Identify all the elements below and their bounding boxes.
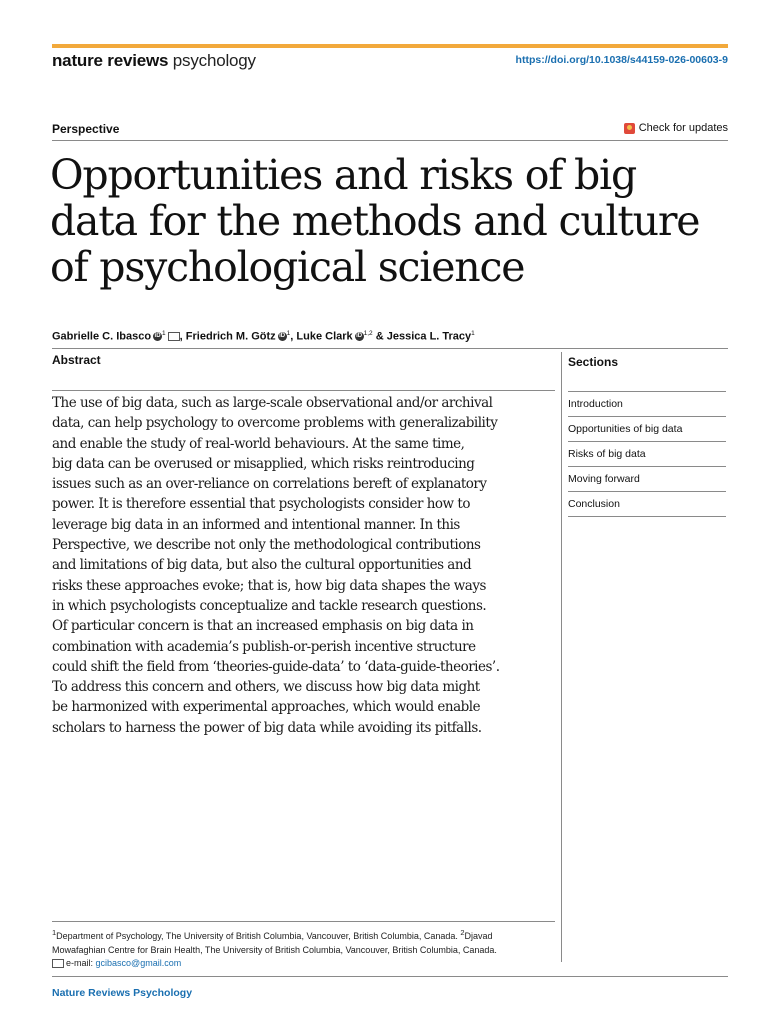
author-separator: & bbox=[372, 330, 387, 343]
authors-divider bbox=[52, 348, 728, 349]
section-divider bbox=[568, 466, 726, 467]
author-name[interactable]: Gabrielle C. Ibasco bbox=[52, 330, 152, 343]
section-link-moving-forward[interactable]: Moving forward bbox=[568, 473, 640, 485]
section-divider bbox=[568, 391, 726, 392]
section-divider bbox=[568, 416, 726, 417]
header-accent-bar bbox=[52, 44, 728, 48]
section-link-conclusion[interactable]: Conclusion bbox=[568, 498, 620, 510]
abstract-heading: Abstract bbox=[52, 353, 101, 367]
section-divider bbox=[568, 516, 726, 517]
sections-heading: Sections bbox=[568, 355, 619, 369]
author-list bbox=[52, 330, 475, 343]
abstract-body bbox=[52, 393, 555, 738]
column-divider bbox=[561, 352, 562, 962]
section-link-opportunities[interactable]: Opportunities of big data bbox=[568, 423, 683, 435]
orcid-icon[interactable]: iD bbox=[356, 333, 363, 340]
author-name[interactable]: Luke Clark bbox=[296, 330, 353, 343]
email-link[interactable]: gcibasco@gmail.com bbox=[95, 958, 182, 968]
author-name[interactable]: Jessica L. Tracy bbox=[386, 330, 472, 343]
section-link-risks[interactable]: Risks of big data bbox=[568, 448, 646, 460]
affiliation-line-2: Mowafaghian Centre for Brain Health, The University of British Columbia, Vancouver, British Columbia, Canada. bbox=[52, 944, 497, 955]
orcid-icon[interactable]: iD bbox=[154, 333, 161, 340]
section-divider bbox=[568, 491, 726, 492]
article-type: Perspective bbox=[52, 122, 120, 136]
crossmark-icon bbox=[624, 123, 635, 134]
check-for-updates-button[interactable] bbox=[624, 122, 728, 134]
section-link-introduction[interactable]: Introduction bbox=[568, 398, 623, 410]
affiliation-text: Department of Psychology, The University of British Columbia, Vancouver, British Columbia, Canada. bbox=[56, 931, 458, 941]
author-affiliation: 1 bbox=[471, 330, 475, 337]
footer-divider bbox=[52, 976, 728, 977]
author-affiliation: 1 bbox=[162, 330, 166, 337]
footnote-divider bbox=[52, 921, 555, 922]
header-divider bbox=[52, 140, 728, 141]
abstract-divider bbox=[52, 390, 555, 391]
email-label: e-mail: bbox=[66, 958, 94, 968]
brand-light: psychology bbox=[172, 51, 256, 70]
affiliation-number: 1 bbox=[52, 928, 57, 937]
abstract-line: power. It is therefore essential that psychologists consider how to bbox=[52, 496, 470, 513]
abstract-line: issues such as an over-reliance on correlations bereft of explanatory bbox=[52, 476, 487, 493]
orcid-icon[interactable]: iD bbox=[279, 333, 286, 340]
abstract-line: combination with academia’s publish-or-perish incentive structure bbox=[52, 638, 476, 655]
abstract-line: in which psychologists conceptualize and tackle research questions. bbox=[52, 597, 487, 614]
affiliation-text: Djavad bbox=[464, 931, 493, 941]
affiliation-number: 2 bbox=[460, 928, 465, 937]
footer-journal-name[interactable]: Nature Reviews Psychology bbox=[52, 987, 193, 999]
author-separator: , bbox=[290, 330, 297, 343]
check-for-updates-label: Check for updates bbox=[638, 122, 728, 134]
author-affiliation: 1,2 bbox=[363, 330, 373, 337]
journal-brand[interactable] bbox=[52, 51, 256, 71]
abstract-line: data, can help psychology to overcome problems with generalizability bbox=[52, 415, 498, 432]
abstract-line: risks these approaches evoke; that is, how big data shapes the ways bbox=[52, 577, 486, 594]
author-separator: , bbox=[179, 330, 186, 343]
abstract-line: could shift the field from ‘theories-guide-data’ to ‘data-guide-theories’. bbox=[52, 658, 500, 675]
brand-bold: nature reviews bbox=[52, 51, 169, 70]
abstract-line: leverage big data in an informed and intentional manner. In this bbox=[52, 516, 460, 533]
abstract-line: and enable the study of real-world behaviours. At the same time, bbox=[52, 435, 465, 452]
affiliation-line-1 bbox=[52, 926, 552, 944]
article-title: Opportunities and risks of big data for the methods and culture of psychological science bbox=[50, 151, 700, 291]
section-divider bbox=[568, 441, 726, 442]
mail-icon[interactable] bbox=[168, 332, 180, 341]
email-line bbox=[52, 957, 552, 971]
abstract-line: scholars to harness the power of big data while avoiding its pitfalls. bbox=[52, 719, 482, 736]
abstract-line: To address this concern and others, we discuss how big data might bbox=[52, 679, 480, 696]
mail-icon bbox=[52, 959, 64, 968]
abstract-line: The use of big data, such as large-scale observational and/or archival bbox=[52, 395, 493, 411]
abstract-line: Perspective, we describe not only the methodological contributions bbox=[52, 537, 481, 554]
author-name[interactable]: Friedrich M. Götz bbox=[185, 330, 276, 343]
author-affiliation: 1 bbox=[286, 330, 291, 337]
abstract-line: be harmonized with experimental approaches, which would enable bbox=[52, 699, 481, 716]
affiliations-footnote bbox=[52, 926, 552, 971]
abstract-line: big data can be overused or misapplied, which risks reintroducing bbox=[52, 455, 475, 472]
doi-link[interactable]: https://doi.org/10.1038/s44159-026-00603-9 bbox=[515, 54, 728, 66]
abstract-line: Of particular concern is that an increased emphasis on big data in bbox=[52, 618, 474, 635]
abstract-line: and limitations of big data, but also the cultural opportunities and bbox=[52, 557, 472, 574]
